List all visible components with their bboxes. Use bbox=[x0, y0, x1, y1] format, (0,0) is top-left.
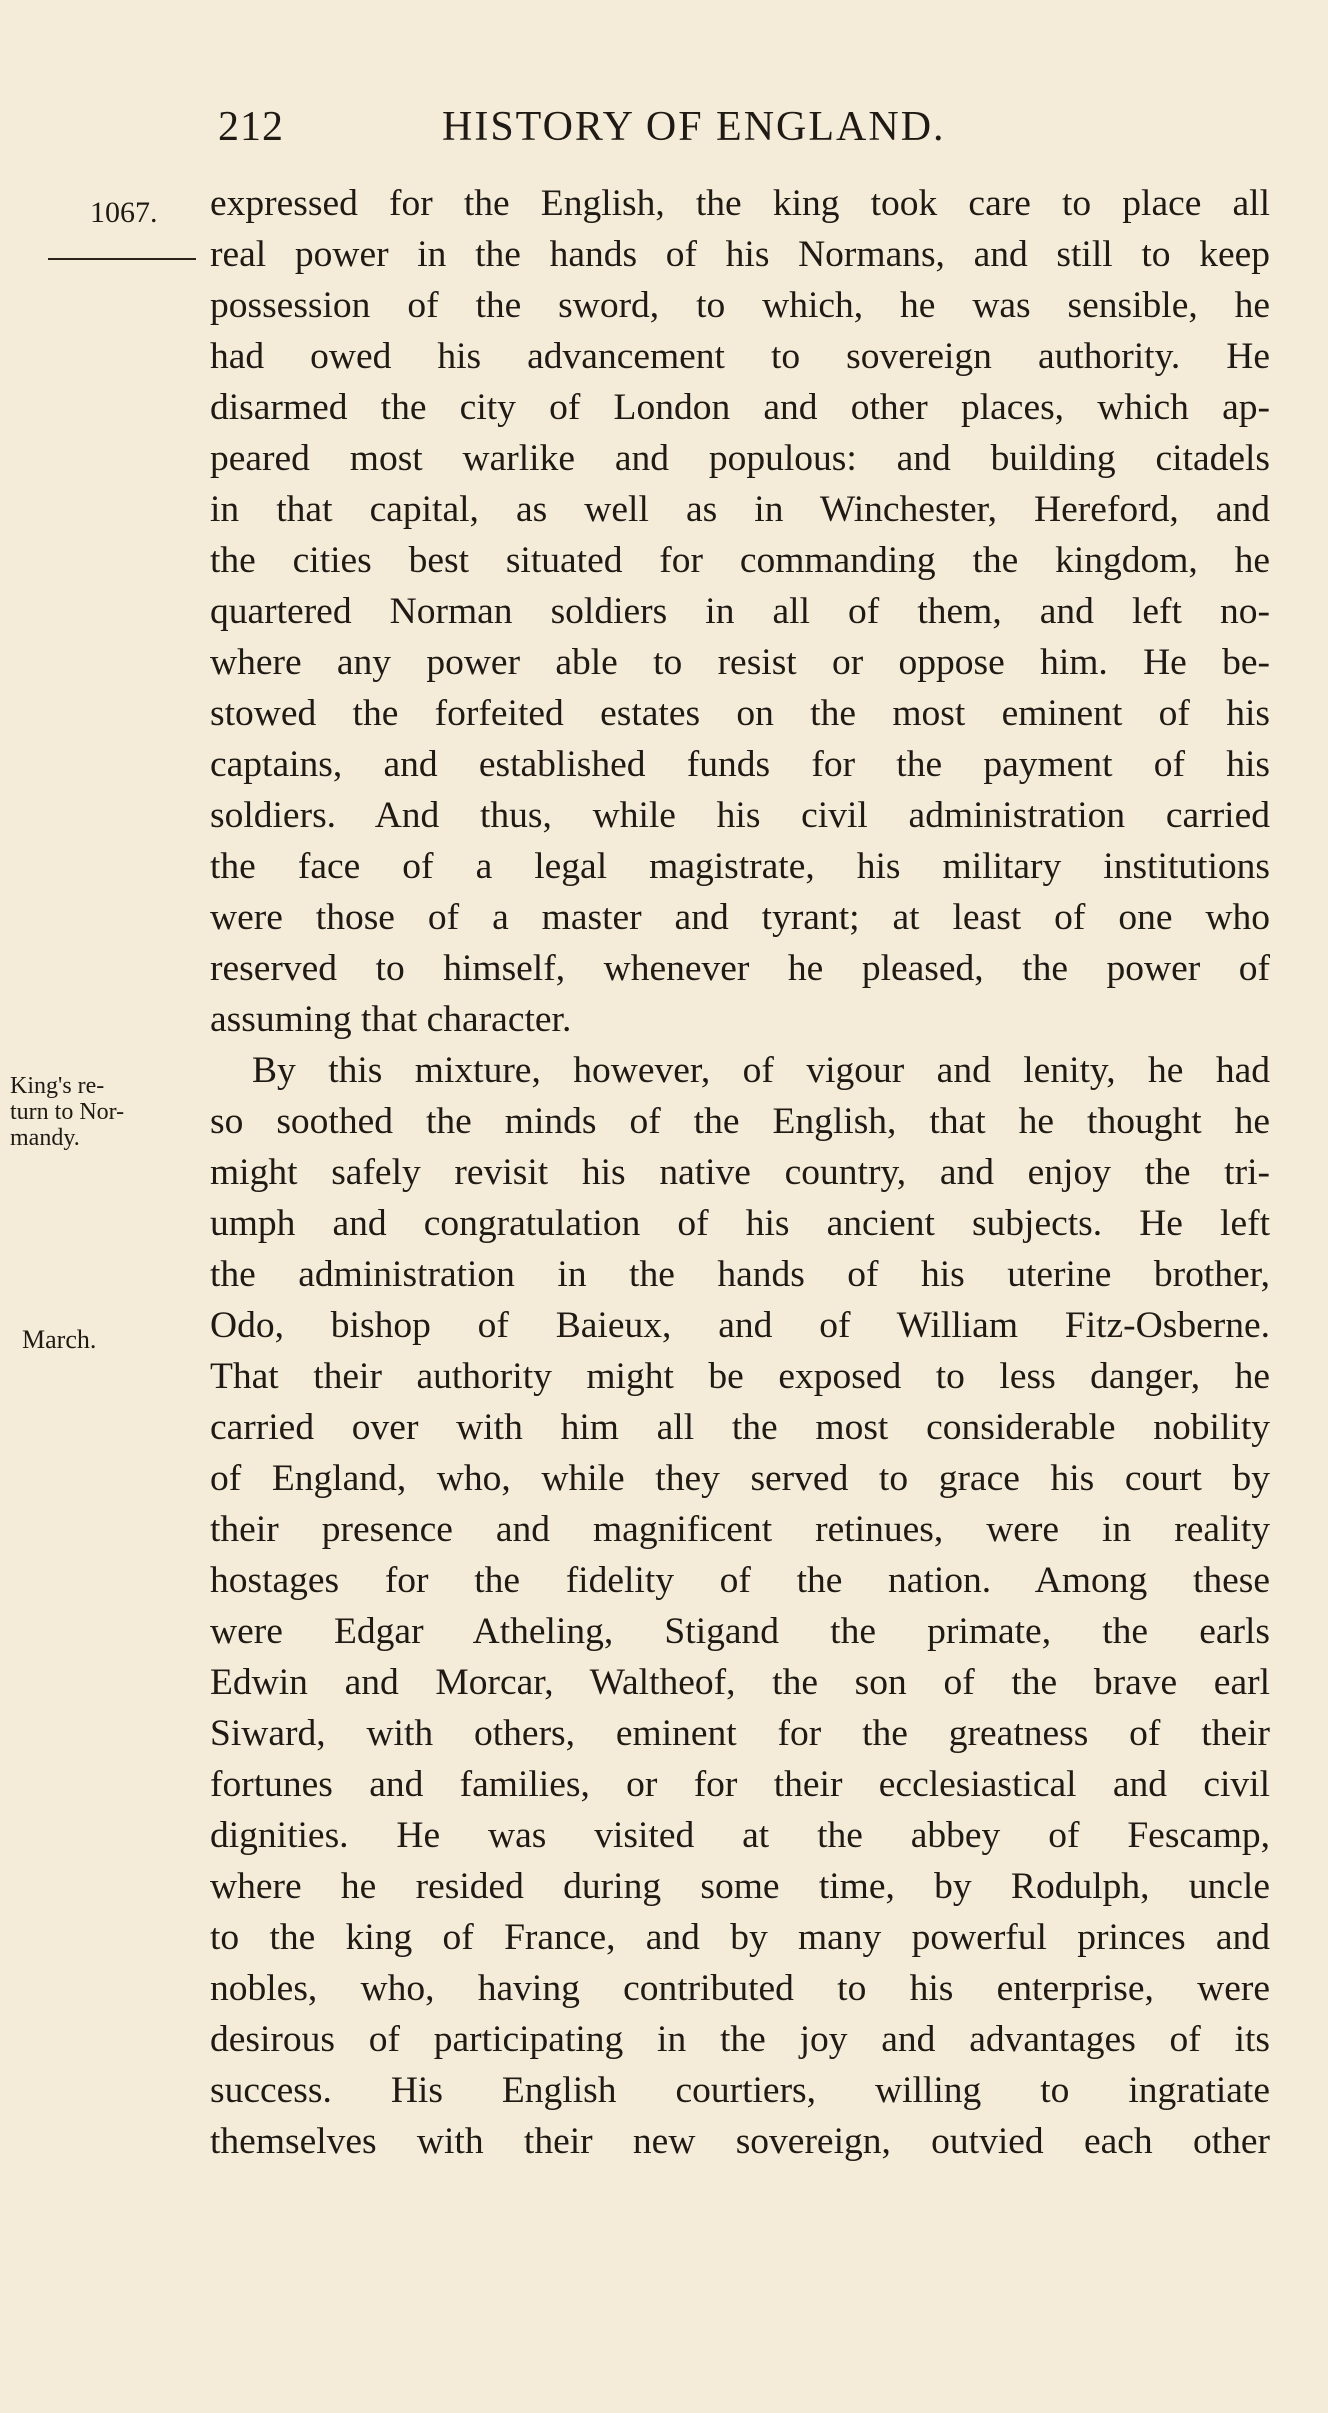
page-header bbox=[0, 95, 1328, 155]
text-line: real power in the hands of his Normans, and still to keep bbox=[210, 234, 1270, 275]
text-line: quartered Norman soldiers in all of them, and left no- bbox=[210, 591, 1270, 632]
text-line: captains, and established funds for the payment of his bbox=[210, 744, 1270, 785]
text-line: in that capital, as well as in Winchester, Hereford, and bbox=[210, 489, 1270, 530]
text-line: Odo, bishop of Baieux, and of William Fitz-Osberne. bbox=[210, 1305, 1270, 1346]
text-line: nobles, who, having contributed to his enterprise, were bbox=[210, 1968, 1270, 2009]
text-line: That their authority might be exposed to less danger, he bbox=[210, 1356, 1270, 1397]
text-line: to the king of France, and by many powerful princes and bbox=[210, 1917, 1270, 1958]
text-line: fortunes and families, or for their ecclesiastical and civil bbox=[210, 1764, 1270, 1805]
text-line: of England, who, while they served to grace his court by bbox=[210, 1458, 1270, 1499]
text-line: were Edgar Atheling, Stigand the primate, the earls bbox=[210, 1611, 1270, 1652]
margin-note-march: March. bbox=[22, 1325, 97, 1354]
text-line: might safely revisit his native country, and enjoy the tri- bbox=[210, 1152, 1270, 1193]
running-title: HISTORY OF ENGLAND. bbox=[442, 104, 946, 150]
text-line: where he resided during some time, by Rodulph, uncle bbox=[210, 1866, 1270, 1907]
text-line: peared most warlike and populous: and building citadels bbox=[210, 438, 1270, 479]
text-line: expressed for the English, the king took care to place all bbox=[210, 183, 1270, 224]
page-number: 212 bbox=[218, 104, 284, 150]
text-line: desirous of participating in the joy and advantages of its bbox=[210, 2019, 1270, 2060]
text-line: Siward, with others, eminent for the greatness of their bbox=[210, 1713, 1270, 1754]
margin-year: 1067. bbox=[90, 196, 158, 229]
text-line: reserved to himself, whenever he pleased, the power of bbox=[210, 948, 1270, 989]
text-line: their presence and magnificent retinues, were in reality bbox=[210, 1509, 1270, 1550]
text-line: Edwin and Morcar, Waltheof, the son of the brave earl bbox=[210, 1662, 1270, 1703]
margin-note-kings-return bbox=[10, 1073, 210, 1151]
text-line: the administration in the hands of his uterine brother, bbox=[210, 1254, 1270, 1295]
text-line: carried over with him all the most considerable nobility bbox=[210, 1407, 1270, 1448]
text-line: umph and congratulation of his ancient subjects. He left bbox=[210, 1203, 1270, 1244]
text-line: were those of a master and tyrant; at least of one who bbox=[210, 897, 1270, 938]
text-line: so soothed the minds of the English, that he thought he bbox=[210, 1101, 1270, 1142]
text-line: possession of the sword, to which, he was sensible, he bbox=[210, 285, 1270, 326]
text-line: success. His English courtiers, willing to ingratiate bbox=[210, 2070, 1270, 2111]
text-line: where any power able to resist or oppose him. He be- bbox=[210, 642, 1270, 683]
margin-note-line: turn to Nor- bbox=[10, 1099, 125, 1125]
text-line: disarmed the city of London and other places, which ap- bbox=[210, 387, 1270, 428]
text-line: stowed the forfeited estates on the most eminent of his bbox=[210, 693, 1270, 734]
text-line: soldiers. And thus, while his civil administration carried bbox=[210, 795, 1270, 836]
body-text bbox=[210, 178, 1270, 2167]
text-line: the face of a legal magistrate, his military institutions bbox=[210, 846, 1270, 887]
margin-note-line: King's re- bbox=[10, 1073, 105, 1099]
text-line: assuming that character. bbox=[210, 999, 572, 1040]
text-line: hostages for the fidelity of the nation. Among these bbox=[210, 1560, 1270, 1601]
text-line: dignities. He was visited at the abbey of Fescamp, bbox=[210, 1815, 1270, 1856]
text-line: By this mixture, however, of vigour and lenity, he had bbox=[252, 1050, 1270, 1091]
text-line: had owed his advancement to sovereign authority. He bbox=[210, 336, 1270, 377]
text-line: the cities best situated for commanding the kingdom, he bbox=[210, 540, 1270, 581]
margin-rule bbox=[48, 258, 196, 260]
text-line: themselves with their new sovereign, outvied each other bbox=[210, 2121, 1270, 2162]
margin-note-line: mandy. bbox=[10, 1125, 80, 1151]
